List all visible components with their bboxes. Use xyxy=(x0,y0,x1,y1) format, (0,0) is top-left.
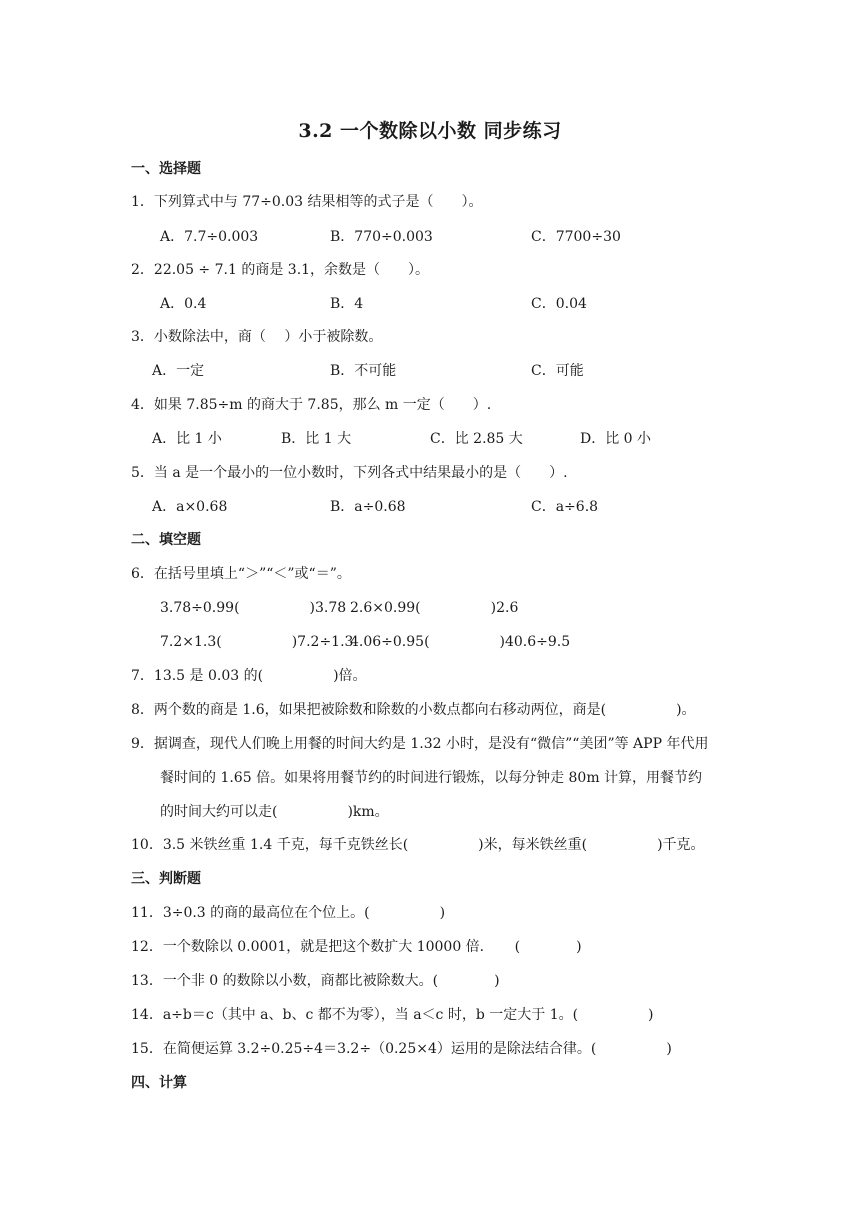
q6-item-1: 3.78÷0.99( )3.78 xyxy=(160,600,347,616)
q6-item-3: 7.2×1.3( )7.2÷1.3 xyxy=(160,634,354,650)
q5-option-a: A．a×0.68 xyxy=(152,499,228,515)
q2-option-a: A．0.4 xyxy=(160,296,207,312)
question-11: 11．3÷0.3 的商的最高位在个位上。( ) xyxy=(131,905,446,921)
section-heading-fill: 二、填空题 xyxy=(131,532,201,548)
question-13: 13．一个非 0 的数除以小数，商都比被除数大。( ) xyxy=(131,973,500,989)
q6-item-2: 2.6×0.99( )2.6 xyxy=(350,600,519,616)
q1-option-b: B．770÷0.003 xyxy=(330,229,433,245)
question-10: 10．3.5 米铁丝重 1.4 千克，每千克铁丝长( )米，每米铁丝重( )千克。 xyxy=(131,837,705,853)
question-1: 1．下列算式中与 77÷0.03 结果相等的式子是（ ）。 xyxy=(131,194,483,210)
q4-option-c: C．比 2.85 大 xyxy=(430,431,523,447)
q4-option-d: D．比 0 小 xyxy=(580,431,652,447)
q1-option-a: A．7.7÷0.003 xyxy=(160,229,259,245)
question-3: 3．小数除法中，商（ ）小于被除数。 xyxy=(131,329,383,345)
q3-option-b: B．不可能 xyxy=(330,363,397,379)
question-4: 4．如果 7.85÷m 的商大于 7.85，那么 m 一定（ ）. xyxy=(131,397,492,413)
section-heading-calc: 四、计算 xyxy=(131,1075,187,1091)
question-8: 8．两个数的商是 1.6，如果把被除数和除数的小数点都向右移动两位，商是( )。 xyxy=(131,702,696,718)
q3-option-a: A．一定 xyxy=(152,363,205,379)
q4-option-b: B．比 1 大 xyxy=(281,431,352,447)
section-heading-choice: 一、选择题 xyxy=(131,161,201,177)
question-12: 12．一个数除以 0.0001，就是把这个数扩大 10000 倍． ( ) xyxy=(131,939,582,955)
section-heading-judge: 三、判断题 xyxy=(131,871,201,887)
question-2: 2．22.05 ÷ 7.1 的商是 3.1，余数是（ ）。 xyxy=(131,262,430,278)
question-9-line-1: 9．据调查，现代人们晚上用餐的时间大约是 1.32 小时，是没有“微信”“美团”等 APP 年代用 xyxy=(131,736,709,752)
question-15: 15．在简便运算 3.2÷0.25÷4＝3.2÷（0.25×4）运用的是除法结合律。( ) xyxy=(131,1041,672,1057)
q2-option-b: B．4 xyxy=(330,296,364,312)
q5-option-b: B．a÷0.68 xyxy=(330,499,406,515)
question-6: 6．在括号里填上“＞”“＜”或“＝”。 xyxy=(131,566,351,582)
q3-option-c: C．可能 xyxy=(531,363,584,379)
q5-option-c: C．a÷6.8 xyxy=(531,499,599,515)
question-5: 5．当 a 是一个最小的一位小数时，下列各式中结果最小的是（ ）. xyxy=(131,465,568,481)
q6-item-4: 4.06÷0.95( )40.6÷9.5 xyxy=(350,634,571,650)
q4-option-a: A．比 1 小 xyxy=(152,431,222,447)
question-9-line-2: 餐时间的 1.65 倍。如果将用餐节约的时间进行锻炼，以每分钟走 80m 计算，用餐节约 xyxy=(160,770,703,786)
q1-option-c: C．7700÷30 xyxy=(531,229,621,245)
q2-option-c: C．0.04 xyxy=(531,296,587,312)
page-title: 3.2 一个数除以小数 同步练习 xyxy=(298,120,562,142)
question-9-line-3: 的时间大约可以走( )km。 xyxy=(160,804,389,820)
question-7: 7．13.5 是 0.03 的( )倍。 xyxy=(131,668,367,684)
question-14: 14．a÷b＝c（其中 a、b、c 都不为零），当 a＜c 时，b 一定大于 1。( ) xyxy=(131,1007,654,1023)
